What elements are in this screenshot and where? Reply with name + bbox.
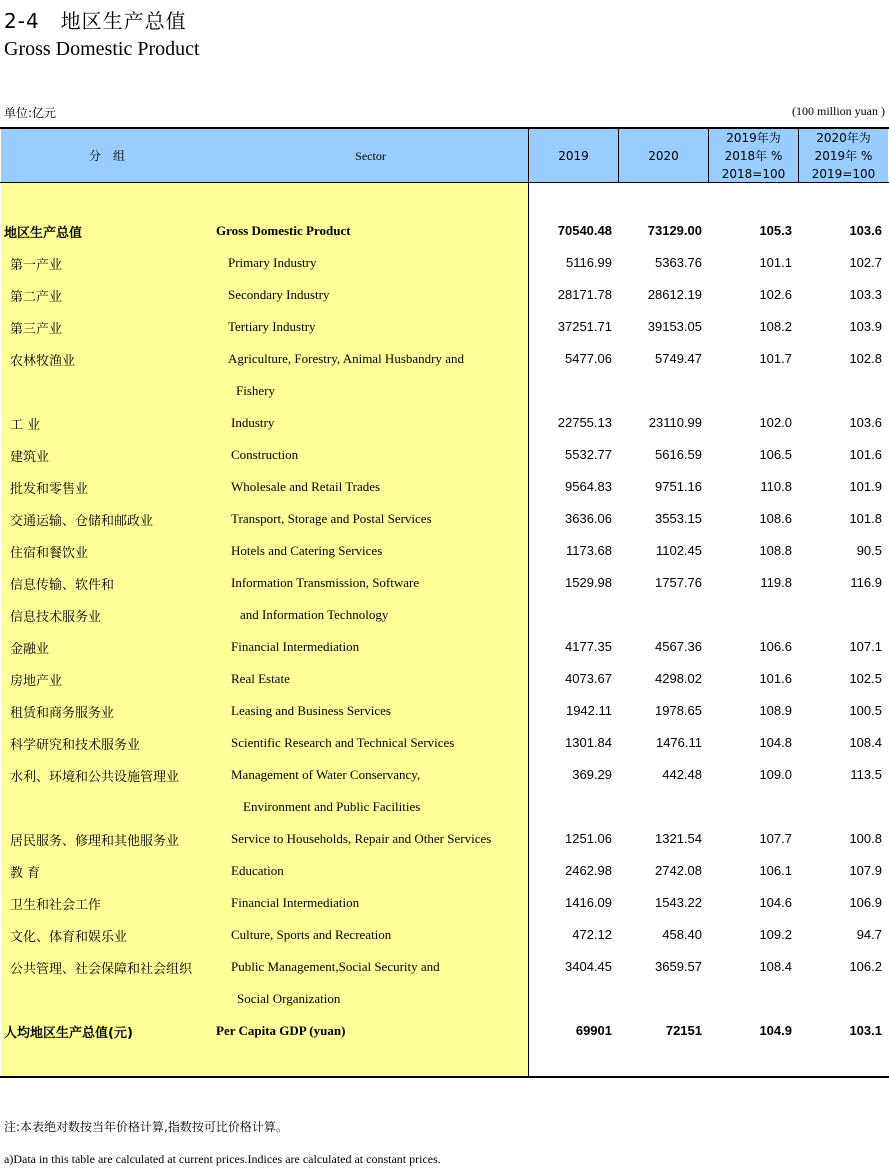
sector-en-cell: Scientific Research and Technical Services [231, 735, 455, 750]
index-2020-cell: 101.9 [849, 479, 882, 494]
sector-en-cell: Fishery [236, 383, 275, 398]
index-2019-cell: 102.6 [759, 287, 792, 302]
sector-en-cell: Primary Industry [228, 255, 317, 270]
value-2020-cell: 1543.22 [655, 895, 702, 910]
value-2020-cell: 73129.00 [647, 223, 702, 238]
header-index-2019 [709, 129, 798, 182]
index-2020-cell: 101.6 [849, 447, 882, 462]
table-row [0, 375, 889, 407]
table-row [0, 855, 889, 887]
header-2020: 2020 [648, 148, 679, 163]
value-2020-cell: 1321.54 [655, 831, 702, 846]
index-2020-cell: 94.7 [856, 927, 882, 942]
value-2019-cell: 28171.78 [557, 287, 612, 302]
header-index-2020-line: 2019年 % [814, 148, 873, 163]
index-2019-cell: 108.8 [759, 543, 792, 558]
value-2020-cell: 1978.65 [655, 703, 702, 718]
table-row [0, 695, 889, 727]
table-row [0, 535, 889, 567]
index-2019-cell: 110.8 [760, 479, 792, 494]
footnote-cn: 注:本表绝对数按当年价格计算,指数按可比价格计算。 [4, 1120, 288, 1134]
value-2020-cell: 72151 [665, 1023, 702, 1038]
value-2020-cell: 1476.11 [655, 735, 702, 750]
value-2019-cell: 1416.09 [565, 895, 612, 910]
index-2019-cell: 108.6 [759, 511, 792, 526]
sector-cn-cell: 租赁和商务服务业 [10, 706, 115, 721]
value-2020-cell: 2742.08 [655, 863, 702, 878]
table-row [0, 503, 889, 535]
value-2019-cell: 2462.98 [565, 863, 612, 878]
table-bottom-rule [0, 1076, 889, 1078]
table-row [0, 215, 889, 247]
index-2019-cell: 109.2 [759, 927, 792, 942]
value-2020-cell: 5363.76 [655, 255, 702, 270]
table-row [0, 439, 889, 471]
index-2019-cell: 108.9 [759, 703, 792, 718]
sector-cn-cell: 交通运输、仓储和邮政业 [10, 514, 154, 529]
value-2019-cell: 37251.71 [557, 319, 612, 334]
value-2019-cell: 1942.11 [565, 703, 612, 718]
index-2020-cell: 103.9 [849, 319, 882, 334]
table-row [0, 343, 889, 375]
value-2019-cell: 5116.99 [565, 255, 612, 270]
header-index-2020-line: 2019=100 [811, 166, 876, 181]
value-2020-cell: 39153.05 [647, 319, 702, 334]
index-2019-cell: 101.6 [759, 671, 792, 686]
sector-en-cell: Per Capita GDP (yuan) [216, 1023, 346, 1038]
index-2020-cell: 106.2 [849, 959, 882, 974]
sector-cn-cell: 第一产业 [10, 258, 63, 273]
header-index-2019-line: 2018=100 [721, 166, 786, 181]
value-2020-cell: 458.40 [662, 927, 702, 942]
sector-en-cell: Education [231, 863, 284, 878]
value-2019-cell: 4073.67 [565, 671, 612, 686]
value-2019-cell: 472.12 [572, 927, 612, 942]
index-2019-cell: 107.7 [759, 831, 792, 846]
header-index-2019-line: 2018年 % [724, 148, 783, 163]
value-2020-cell: 23110.99 [648, 415, 702, 430]
table-row [0, 631, 889, 663]
sector-en-cell: Financial Intermediation [231, 895, 360, 910]
index-2019-cell: 109.0 [759, 767, 792, 782]
sector-en-cell: Wholesale and Retail Trades [231, 479, 381, 494]
sector-cn-cell: 住宿和餐饮业 [10, 546, 89, 561]
table-row [0, 951, 889, 983]
table-row [0, 727, 889, 759]
sector-en-cell: Environment and Public Facilities [243, 799, 421, 814]
sector-cn-cell: 地区生产总值 [4, 226, 83, 241]
value-2019-cell: 4177.35 [565, 639, 612, 654]
index-2019-cell: 104.6 [759, 895, 792, 910]
sector-en-cell: Financial Intermediation [231, 639, 360, 654]
value-2019-cell: 369.29 [572, 767, 612, 782]
sector-cn-cell: 水利、环境和公共设施管理业 [10, 770, 180, 785]
sector-en-cell: Transport, Storage and Postal Services [231, 511, 432, 526]
value-2020-cell: 5616.59 [655, 447, 702, 462]
table-row [0, 1015, 889, 1047]
index-2019-cell: 106.6 [759, 639, 792, 654]
sector-en-cell: Leasing and Business Services [231, 703, 391, 718]
index-2020-cell: 116.9 [850, 575, 882, 590]
table-row [0, 599, 889, 631]
sector-en-cell: Agriculture, Forestry, Animal Husbandry and [228, 351, 464, 366]
table-row [0, 919, 889, 951]
value-2020-cell: 1757.76 [655, 575, 702, 590]
index-2019-cell: 108.4 [759, 959, 792, 974]
header-2019: 2019 [558, 148, 589, 163]
index-2020-cell: 103.6 [849, 223, 882, 238]
table-row [0, 471, 889, 503]
index-2020-cell: 103.1 [849, 1023, 882, 1038]
index-2020-cell: 107.1 [849, 639, 882, 654]
sector-en-cell: Tertiary Industry [228, 319, 316, 334]
value-2020-cell: 28612.19 [647, 287, 702, 302]
sector-en-cell: Real Estate [231, 671, 290, 686]
table-row [0, 791, 889, 823]
value-2019-cell: 1251.06 [565, 831, 612, 846]
index-2019-cell: 119.8 [760, 575, 792, 590]
table-row [0, 247, 889, 279]
sector-en-cell: Social Organization [237, 991, 341, 1006]
sector-en-cell: Culture, Sports and Recreation [231, 927, 392, 942]
index-2020-cell: 100.8 [849, 831, 882, 846]
value-2019-cell: 5477.06 [565, 351, 612, 366]
unit-label-cn: 单位:亿元 [4, 106, 57, 120]
page-title-cn: 2-4 地区生产总值 [4, 9, 187, 33]
sector-en-cell: Construction [231, 447, 299, 462]
value-2019-cell: 5532.77 [565, 447, 612, 462]
sector-cn-cell: 卫生和社会工作 [10, 898, 102, 913]
index-2019-cell: 105.3 [759, 223, 792, 238]
index-2020-cell: 101.8 [849, 511, 882, 526]
sector-cn-cell: 第二产业 [10, 290, 63, 305]
index-2020-cell: 102.7 [849, 255, 882, 270]
sector-cn-cell: 房地产业 [10, 674, 63, 689]
value-2020-cell: 3659.57 [655, 959, 702, 974]
table-row [0, 567, 889, 599]
index-2020-cell: 102.5 [849, 671, 882, 686]
header-index-2019-line: 2019年为 [726, 130, 781, 145]
sector-cn-cell: 公共管理、社会保障和社会组织 [10, 962, 193, 977]
index-2019-cell: 101.7 [759, 351, 792, 366]
index-2019-cell: 106.5 [759, 447, 792, 462]
table-row [0, 983, 889, 1015]
sector-cn-cell: 信息传输、软件和 [10, 578, 115, 593]
index-2020-cell: 90.5 [856, 543, 882, 558]
value-2020-cell: 9751.16 [655, 479, 702, 494]
index-2020-cell: 108.4 [849, 735, 882, 750]
index-2019-cell: 108.2 [759, 319, 792, 334]
sector-cn-cell: 建筑业 [10, 450, 50, 465]
value-2019-cell: 3404.45 [565, 959, 612, 974]
table-row [0, 823, 889, 855]
sector-en-cell: Public Management,Social Security and [231, 959, 440, 974]
index-2020-cell: 102.8 [849, 351, 882, 366]
value-2019-cell: 1529.98 [565, 575, 612, 590]
sector-cn-cell: 农林牧渔业 [10, 354, 76, 369]
value-2019-cell: 3636.06 [565, 511, 612, 526]
value-2019-cell: 9564.83 [565, 479, 612, 494]
table-row [0, 759, 889, 791]
sector-cn-cell: 金融业 [10, 642, 50, 657]
index-2019-cell: 106.1 [759, 863, 792, 878]
sector-cn-cell: 人均地区生产总值(元) [4, 1026, 133, 1041]
sector-en-cell: Management of Water Conservancy, [231, 767, 421, 782]
value-2019-cell: 22755.13 [557, 415, 612, 430]
sector-cn-cell: 批发和零售业 [10, 482, 89, 497]
value-2020-cell: 1102.45 [655, 543, 702, 558]
table-row [0, 311, 889, 343]
footnote-en: a)Data in this table are calculated at current prices.Indices are calculated at constant prices. [4, 1152, 441, 1166]
value-2019-cell: 1173.68 [565, 543, 612, 558]
index-2020-cell: 103.6 [849, 415, 882, 430]
sector-en-cell: Service to Households, Repair and Other Services [231, 831, 492, 846]
index-2019-cell: 101.1 [759, 255, 792, 270]
table-row [0, 663, 889, 695]
value-2020-cell: 3553.15 [655, 511, 702, 526]
sector-en-cell: Gross Domestic Product [216, 223, 351, 238]
sector-cn-cell: 科学研究和技术服务业 [10, 738, 141, 753]
sector-cn-cell: 教 育 [10, 866, 41, 881]
page-title-en: Gross Domestic Product [4, 38, 200, 60]
header-sector: Sector [355, 148, 386, 163]
index-2020-cell: 106.9 [849, 895, 882, 910]
value-2020-cell: 4567.36 [655, 639, 702, 654]
unit-label-en: (100 million yuan ) [792, 104, 885, 118]
sector-en-cell: Secondary Industry [228, 287, 330, 302]
table-row [0, 279, 889, 311]
value-2020-cell: 442.48 [662, 767, 702, 782]
index-2019-cell: 104.8 [759, 735, 792, 750]
header-index-2020-line: 2020年为 [816, 130, 871, 145]
sector-cn-cell: 居民服务、修理和其他服务业 [10, 834, 180, 849]
table-row [0, 887, 889, 919]
sector-en-cell: Hotels and Catering Services [231, 543, 383, 558]
value-2020-cell: 4298.02 [655, 671, 702, 686]
header-index-2020 [799, 129, 888, 182]
index-2019-cell: 104.9 [759, 1023, 792, 1038]
sector-cn-cell: 工 业 [10, 418, 41, 433]
index-2020-cell: 103.3 [849, 287, 882, 302]
sector-cn-cell: 文化、体育和娱乐业 [10, 930, 128, 945]
index-2020-cell: 107.9 [849, 863, 882, 878]
value-2019-cell: 70540.48 [557, 223, 612, 238]
index-2020-cell: 100.5 [849, 703, 882, 718]
value-2019-cell: 1301.84 [565, 735, 612, 750]
sector-en-cell: and Information Technology [240, 607, 389, 622]
sector-cn-cell: 第三产业 [10, 322, 63, 337]
index-2019-cell: 102.0 [759, 415, 792, 430]
sector-en-cell: Industry [231, 415, 275, 430]
table-row [0, 407, 889, 439]
index-2020-cell: 113.5 [850, 767, 882, 782]
sector-en-cell: Information Transmission, Software [231, 575, 420, 590]
sector-cn-cell: 信息技术服务业 [10, 610, 102, 625]
value-2020-cell: 5749.47 [655, 351, 702, 366]
header-group: 分 组 [88, 148, 125, 163]
value-2019-cell: 69901 [575, 1023, 612, 1038]
